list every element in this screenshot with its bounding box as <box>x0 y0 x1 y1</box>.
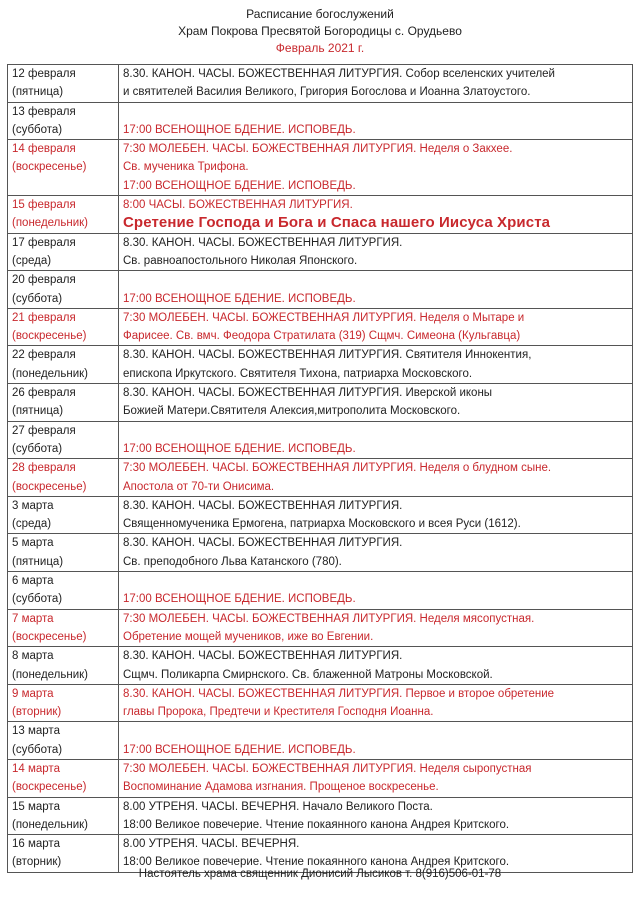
date-cell <box>8 65 119 103</box>
schedule-row <box>8 647 633 685</box>
date-cell <box>8 233 119 271</box>
service-line: 8.00 УТРЕНЯ. ЧАСЫ. ВЕЧЕРНЯ. <box>123 838 300 851</box>
service-line: 18:00 Великое повечерие. Чтение покаянного канона Андрея Критского. <box>123 856 510 869</box>
service-line: 17:00 ВСЕНОЩНОЕ БДЕНИЕ. ИСПОВЕДЬ. <box>123 179 356 192</box>
date-cell <box>8 759 119 797</box>
schedule-row <box>8 722 633 760</box>
date-label: 13 марта <box>12 725 60 738</box>
service-line: 7:30 МОЛЕБЕН. ЧАСЫ. БОЖЕСТВЕННАЯ ЛИТУРГИЯ. Неделя о блудном сыне. <box>123 462 552 475</box>
schedule-row <box>8 102 633 140</box>
date-label: 20 февраля <box>12 274 76 287</box>
weekday-label: (суббота) <box>12 123 63 136</box>
date-label: 15 февраля <box>12 199 76 212</box>
service-cell <box>119 722 633 760</box>
schedule-row <box>8 759 633 797</box>
service-cell <box>119 102 633 140</box>
weekday-label: (суббота) <box>12 292 63 305</box>
date-cell <box>8 797 119 835</box>
service-cell <box>119 384 633 422</box>
service-line: 8:00 ЧАСЫ. БОЖЕСТВЕННАЯ ЛИТУРГИЯ. <box>123 199 353 212</box>
weekday-label: (пятница) <box>12 555 64 568</box>
date-label: 5 марта <box>12 537 54 550</box>
service-line: 18:00 Великое повечерие. Чтение покаянного канона Андрея Критского. <box>123 818 510 831</box>
service-line: 8.30. КАНОН. ЧАСЫ. БОЖЕСТВЕННАЯ ЛИТУРГИЯ. <box>123 236 403 249</box>
weekday-label: (пятница) <box>12 86 64 99</box>
service-line: главы Пророка, Предтечи и Крестителя Господня Иоанна. <box>123 706 434 719</box>
service-line: 17:00 ВСЕНОЩНОЕ БДЕНИЕ. ИСПОВЕДЬ. <box>123 292 356 305</box>
weekday-label: (воскресенье) <box>12 161 87 174</box>
date-label: 7 марта <box>12 612 54 625</box>
service-line: 7:30 МОЛЕБЕН. ЧАСЫ. БОЖЕСТВЕННАЯ ЛИТУРГИЯ. Неделя сыропустная <box>123 762 532 775</box>
service-line <box>123 103 628 121</box>
service-line: 8.00 УТРЕНЯ. ЧАСЫ. ВЕЧЕРНЯ. Начало Великого Поста. <box>123 800 433 813</box>
schedule-row <box>8 308 633 346</box>
service-cell <box>119 346 633 384</box>
service-cell <box>119 684 633 722</box>
date-label: 14 марта <box>12 762 60 775</box>
service-line: 8.30. КАНОН. ЧАСЫ. БОЖЕСТВЕННАЯ ЛИТУРГИЯ. Иверской иконы <box>123 387 493 400</box>
date-label: 13 февраля <box>12 105 76 118</box>
date-cell <box>8 684 119 722</box>
service-line <box>123 572 628 590</box>
date-cell <box>8 140 119 196</box>
date-cell <box>8 835 119 873</box>
service-line <box>123 722 628 740</box>
weekday-label: (пятница) <box>12 405 64 418</box>
weekday-label: (воскресенье) <box>12 630 87 643</box>
weekday-label: (среда) <box>12 518 52 531</box>
schedule-row <box>8 346 633 384</box>
schedule-title: Расписание богослужений <box>246 7 394 21</box>
service-cell <box>119 140 633 196</box>
schedule-row <box>8 65 633 103</box>
date-label: 15 марта <box>12 800 60 813</box>
service-cell <box>119 459 633 497</box>
weekday-label: (понедельник) <box>12 818 89 831</box>
service-line: и святителей Василия Великого, Григория Богослова и Иоанна Златоустого. <box>123 86 531 99</box>
schedule-row <box>8 459 633 497</box>
service-line: Св. равноапостольного Николая Японского. <box>123 254 358 267</box>
service-line: Воспоминание Адамова изгнания. Прощеное воскресенье. <box>123 781 439 794</box>
service-cell <box>119 308 633 346</box>
service-line: 8.30. КАНОН. ЧАСЫ. БОЖЕСТВЕННАЯ ЛИТУРГИЯ. <box>123 537 403 550</box>
date-cell <box>8 722 119 760</box>
schedule-row <box>8 271 633 309</box>
service-line: Св. преподобного Льва Катанского (780). <box>123 555 342 568</box>
service-cell <box>119 271 633 309</box>
schedule-row <box>8 196 633 234</box>
service-line: 8.30. КАНОН. ЧАСЫ. БОЖЕСТВЕННАЯ ЛИТУРГИЯ. Первое и второе обретение <box>123 687 555 700</box>
service-line: 8.30. КАНОН. ЧАСЫ. БОЖЕСТВЕННАЯ ЛИТУРГИЯ. Собор вселенских учителей <box>123 68 555 80</box>
schedule-table <box>7 64 633 873</box>
date-cell <box>8 534 119 572</box>
date-label: 12 февраля <box>12 68 76 80</box>
date-label: 28 февраля <box>12 462 76 475</box>
schedule-row <box>8 534 633 572</box>
schedule-row <box>8 496 633 534</box>
weekday-label: (среда) <box>12 254 52 267</box>
service-cell <box>119 65 633 103</box>
date-label: 8 марта <box>12 650 54 663</box>
service-cell <box>119 534 633 572</box>
service-line: 8.30. КАНОН. ЧАСЫ. БОЖЕСТВЕННАЯ ЛИТУРГИЯ. Святителя Иннокентия, <box>123 349 532 362</box>
service-line: Апостола от 70-ти Онисима. <box>123 480 275 493</box>
service-line: 8.30. КАНОН. ЧАСЫ. БОЖЕСТВЕННАЯ ЛИТУРГИЯ. <box>123 499 403 512</box>
schedule-body <box>8 65 633 873</box>
weekday-label: (суббота) <box>12 593 63 606</box>
date-cell <box>8 271 119 309</box>
document-header <box>0 6 640 57</box>
schedule-row <box>8 797 633 835</box>
service-line: Фарисее. Св. вмч. Феодора Стратилата (319) Сщмч. Симеона (Кульгавца) <box>123 330 521 343</box>
service-cell <box>119 496 633 534</box>
service-cell <box>119 421 633 459</box>
weekday-label: (вторник) <box>12 856 62 869</box>
schedule-row <box>8 384 633 422</box>
date-label: 22 февраля <box>12 349 76 362</box>
date-cell <box>8 196 119 234</box>
date-label: 3 марта <box>12 499 54 512</box>
schedule-row <box>8 421 633 459</box>
schedule-row <box>8 835 633 873</box>
date-cell <box>8 384 119 422</box>
date-label: 14 февраля <box>12 143 76 156</box>
service-line: 17:00 ВСЕНОЩНОЕ БДЕНИЕ. ИСПОВЕДЬ. <box>123 743 356 756</box>
schedule-row <box>8 609 633 647</box>
weekday-label: (воскресенье) <box>12 330 87 343</box>
date-label: 27 февраля <box>12 424 76 437</box>
date-label: 21 февраля <box>12 311 76 324</box>
weekday-label: (суббота) <box>12 743 63 756</box>
schedule-row <box>8 684 633 722</box>
service-line: Св. мученика Трифона. <box>123 161 249 174</box>
service-line: 17:00 ВСЕНОЩНОЕ БДЕНИЕ. ИСПОВЕДЬ. <box>123 123 356 136</box>
service-line: 7:30 МОЛЕБЕН. ЧАСЫ. БОЖЕСТВЕННАЯ ЛИТУРГИЯ. Неделя о Мытаре и <box>123 311 525 324</box>
service-cell <box>119 609 633 647</box>
service-line: 8.30. КАНОН. ЧАСЫ. БОЖЕСТВЕННАЯ ЛИТУРГИЯ. <box>123 650 403 663</box>
weekday-label: (вторник) <box>12 706 62 719</box>
service-line: 7:30 МОЛЕБЕН. ЧАСЫ. БОЖЕСТВЕННАЯ ЛИТУРГИЯ. Неделя мясопустная. <box>123 612 535 625</box>
weekday-label: (воскресенье) <box>12 781 87 794</box>
service-line: Божией Матери.Святителя Алексия,митрополита Московского. <box>123 405 461 418</box>
service-cell <box>119 647 633 685</box>
service-cell <box>119 797 633 835</box>
date-label: 6 марта <box>12 575 54 588</box>
date-label: 9 марта <box>12 687 54 700</box>
date-label: 26 февраля <box>12 387 76 400</box>
date-cell <box>8 609 119 647</box>
service-line: 17:00 ВСЕНОЩНОЕ БДЕНИЕ. ИСПОВЕДЬ. <box>123 442 356 455</box>
weekday-label: (суббота) <box>12 442 63 455</box>
service-cell <box>119 835 633 873</box>
date-label: 17 февраля <box>12 236 76 249</box>
weekday-label: (понедельник) <box>12 367 89 380</box>
service-cell <box>119 759 633 797</box>
service-line <box>123 271 628 289</box>
weekday-label: (понедельник) <box>12 668 89 681</box>
date-cell <box>8 346 119 384</box>
service-line: 17:00 ВСЕНОЩНОЕ БДЕНИЕ. ИСПОВЕДЬ. <box>123 593 356 606</box>
footer-contact: Настоятель храма священник Дионисий Лысиков т. 8(916)506-01-78 <box>138 868 502 880</box>
schedule-row <box>8 233 633 271</box>
weekday-label: (воскресенье) <box>12 480 87 493</box>
service-line: Сретение Господа и Бога и Спаса нашего Иисуса Христа <box>123 214 551 232</box>
service-cell <box>119 196 633 234</box>
schedule-row <box>8 572 633 610</box>
service-line: Обретение мощей мучеников, иже во Евгении. <box>123 630 374 643</box>
weekday-label: (понедельник) <box>12 217 89 230</box>
date-cell <box>8 308 119 346</box>
schedule-row <box>8 140 633 196</box>
service-line: 7:30 МОЛЕБЕН. ЧАСЫ. БОЖЕСТВЕННАЯ ЛИТУРГИЯ. Неделя о Закхее. <box>123 143 513 156</box>
date-cell <box>8 572 119 610</box>
date-cell <box>8 496 119 534</box>
date-cell <box>8 102 119 140</box>
month-label: Февраль 2021 г. <box>275 41 365 55</box>
date-cell <box>8 459 119 497</box>
date-cell <box>8 647 119 685</box>
date-cell <box>8 421 119 459</box>
church-name: Храм Покрова Пресвятой Богородицы с. Орудьево <box>178 24 462 38</box>
date-label: 16 марта <box>12 838 60 851</box>
service-line: Священномученика Ермогена, патриарха Московского и всея Руси (1612). <box>123 518 521 531</box>
service-cell <box>119 572 633 610</box>
service-line <box>123 422 628 440</box>
service-cell <box>119 233 633 271</box>
service-line: Сщмч. Поликарпа Смирнского. Св. блаженной Матроны Московской. <box>123 668 493 681</box>
service-line: епископа Иркутского. Святителя Тихона, патриарха Московского. <box>123 367 473 380</box>
